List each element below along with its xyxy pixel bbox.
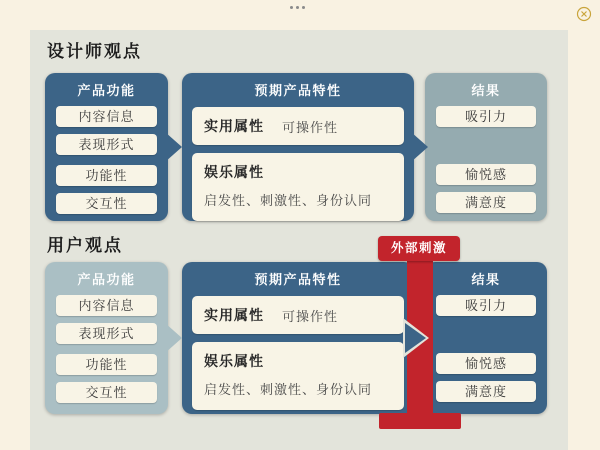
user-section-title: 用户观点 (47, 236, 123, 255)
function-item: 交互性 (56, 382, 157, 403)
box-header: 预期产品特性 (254, 272, 342, 287)
box-header: 产品功能 (77, 83, 136, 98)
box-header: 结果 (471, 272, 501, 287)
attribute-desc: 启发性、刺激性、身份认同 (204, 193, 373, 208)
box-header: 预期产品特性 (254, 83, 342, 98)
arrow-right-icon (405, 323, 426, 353)
attribute-label: 实用属性 (204, 307, 264, 323)
attribute-desc: 启发性、刺激性、身份认同 (204, 382, 373, 397)
function-item: 交互性 (56, 193, 157, 214)
practical-attributes-group (192, 296, 404, 334)
user-results-box (425, 262, 547, 414)
designer-product-functions-box (45, 73, 168, 221)
box-header: 结果 (471, 83, 501, 98)
box-header: 产品功能 (77, 272, 136, 287)
user-product-functions-box (45, 262, 168, 414)
practical-attributes-group (192, 107, 404, 145)
designer-section-title: 设计师观点 (47, 42, 142, 61)
attribute-label: 实用属性 (204, 118, 264, 134)
attribute-desc: 可操作性 (282, 308, 339, 324)
user-expected-characteristics-box (182, 262, 414, 414)
entertainment-attributes-group (192, 153, 404, 221)
close-icon[interactable] (576, 6, 592, 22)
external-stimulus-bar-foot (379, 413, 461, 429)
attribute-label: 娱乐属性 (204, 164, 264, 180)
function-item: 内容信息 (56, 106, 157, 127)
entertainment-attributes-group (192, 342, 404, 410)
designer-results-box (425, 73, 547, 221)
function-item: 表现形式 (56, 323, 157, 344)
external-stimulus-label: 外部刺激 (378, 236, 460, 261)
result-item: 满意度 (436, 381, 536, 402)
designer-expected-characteristics-box (182, 73, 414, 221)
function-item: 功能性 (56, 354, 157, 375)
function-item: 表现形式 (56, 134, 157, 155)
window-menu-dots-icon[interactable] (290, 6, 305, 9)
arrow-right-icon (165, 132, 182, 162)
function-item: 功能性 (56, 165, 157, 186)
attribute-desc: 可操作性 (282, 119, 339, 135)
result-item: 吸引力 (436, 106, 536, 127)
arrow-right-icon (165, 323, 182, 353)
result-item: 吸引力 (436, 295, 536, 316)
result-item: 愉悦感 (436, 353, 536, 374)
function-item: 内容信息 (56, 295, 157, 316)
arrow-right-icon (411, 132, 428, 162)
result-item: 愉悦感 (436, 164, 536, 185)
result-item: 满意度 (436, 192, 536, 213)
attribute-label: 娱乐属性 (204, 353, 264, 369)
